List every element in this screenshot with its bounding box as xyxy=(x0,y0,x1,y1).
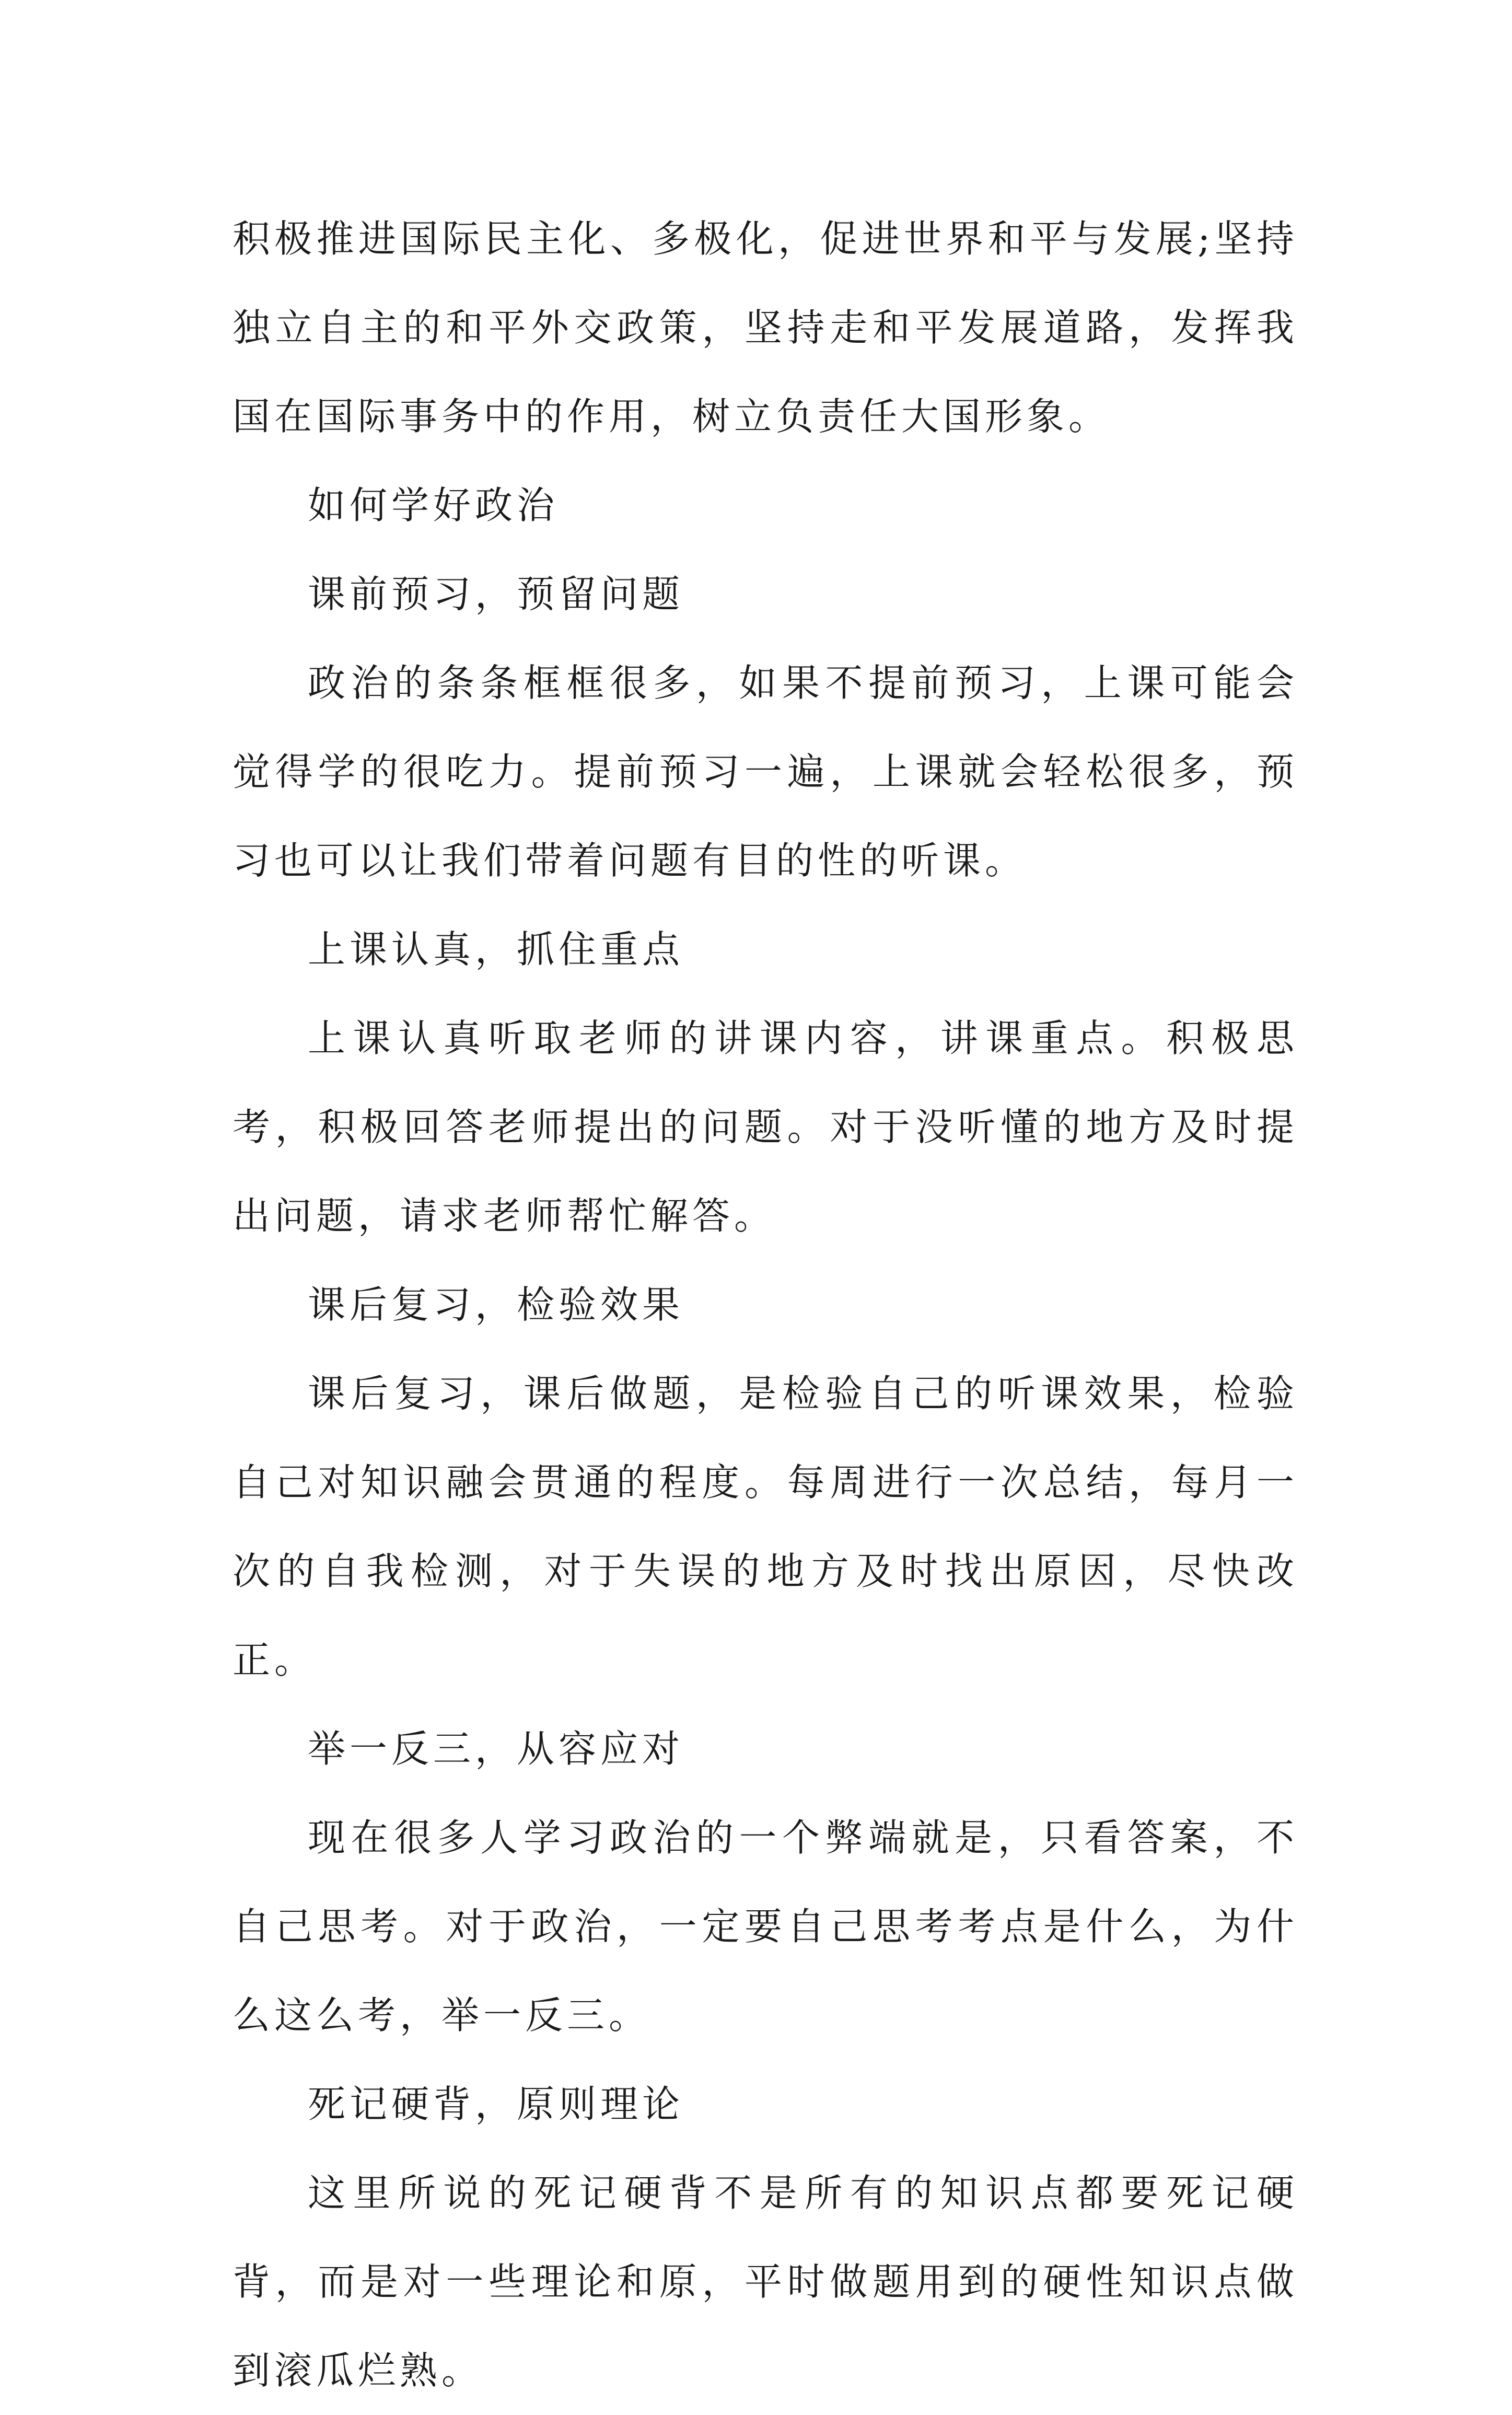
intro-paragraph: 积极推进国际民主化、多极化，促进世界和平与发展;坚持独立自主的和平外交政策，坚持走和平发展道路，发挥我国在国际事务中的作用，树立负责任大国形象。 xyxy=(232,217,1298,438)
section-body-review: 课后复习，课后做题，是检验自己的听课效果，检验自己对知识融会贯通的程度。每周进行一次总结，每月一次的自我检测，对于失误的地方及时找出原因，尽快改正。 xyxy=(232,1372,1298,1682)
section-body-memorize: 这里所说的死记硬背不是所有的知识点都要死记硬背，而是对一些理论和原，平时做题用到的硬性知识点做到滚瓜烂熟。 xyxy=(232,2171,1298,2393)
section-heading-review: 课后复习，检验效果 xyxy=(308,1283,684,1327)
section-heading-inference: 举一反三，从容应对 xyxy=(308,1727,684,1771)
section-title: 如何学好政治 xyxy=(308,483,559,527)
section-heading-class: 上课认真，抓住重点 xyxy=(308,927,684,971)
section-heading-preview: 课前预习，预留问题 xyxy=(308,572,684,616)
document-body xyxy=(232,194,1298,2415)
section-heading-memorize: 死记硬背，原则理论 xyxy=(308,2082,684,2126)
section-body-inference: 现在很多人学习政治的一个弊端就是，只看答案，不自己思考。对于政治，一定要自己思考考点是什么，为什么这么考，举一反三。 xyxy=(232,1816,1298,2037)
section-body-preview: 政治的条条框框很多，如果不提前预习，上课可能会觉得学的很吃力。提前预习一遍，上课就会轻松很多，预习也可以让我们带着问题有目的性的听课。 xyxy=(232,661,1298,883)
section-body-class: 上课认真听取老师的讲课内容，讲课重点。积极思考，积极回答老师提出的问题。对于没听懂的地方及时提出问题，请求老师帮忙解答。 xyxy=(232,1016,1298,1238)
